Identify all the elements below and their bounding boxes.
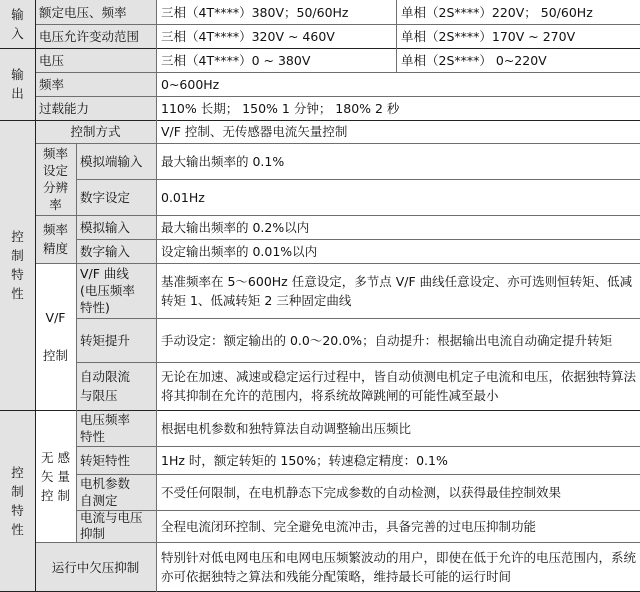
control2-section-label: 控 制 特 性 [0,410,35,592]
overload-value: 110% 长期； 150% 1 分钟； 180% 2 秒 [156,96,640,120]
suppression-value: 全程电流闭环控制、完全避免电流冲击，具备完善的过电压抑制功能 [156,510,640,542]
vf-curve-label: V/F 曲线 (电压频率 特性) [76,263,156,318]
vf-curve-value: 基准频率在 5～600Hz 任意设定，多节点 V/F 曲线任意设定、亦可选则恒转矩、低减转矩 1、低减转矩 2 三种固定曲线 [156,263,640,318]
freq-accuracy-digital-label: 数字输入 [76,239,156,263]
sensorless-vector-label: 无 感 矢 量 控 制 [35,410,76,542]
auto-limit-value: 无论在加速、减速或稳定运行过程中，皆自动侦测电机定子电流和电压，依据独特算法将其抑制在允许的范围内，将系统故障跳闸的可能性减至最小 [156,362,640,410]
grid-line [76,318,640,319]
freq-accuracy-label: 频率 精度 [35,215,76,263]
overload-label: 过载能力 [35,96,156,120]
input-section-label: 输 入 [0,0,35,48]
rated-three-phase-value: 三相（4T****）380V；50/60Hz [156,0,396,24]
undervoltage-label: 运行中欠压抑制 [35,542,156,592]
freq-resolution-analog-label: 模拟端输入 [76,143,156,179]
allowed-single-phase-value: 单相（2S****）170V ~ 270V [396,24,640,48]
self-tune-value: 不受任何限制，在电机静态下完成参数的自动检测，以获得最佳控制效果 [156,474,640,510]
grid-line [35,263,640,264]
grid-line [35,0,36,592]
freq-resolution-analog-value: 最大输出频率的 0.1% [156,143,640,179]
output-frequency-label: 频率 [35,72,156,96]
grid-line [35,542,640,543]
grid-line [35,96,640,97]
output-three-phase-value: 三相（4T****）0 ~ 380V [156,48,396,72]
grid-line [76,239,640,240]
grid-line [76,446,640,447]
freq-resolution-digital-value: 0.01Hz [156,179,640,215]
auto-limit-label: 自动限流 与限压 [76,362,156,410]
grid-line [0,410,640,411]
sensorless-torque-value: 1Hz 时，额定转矩的 150%；转速稳定精度：0.1% [156,446,640,474]
torque-boost-value: 手动设定：额定输出的 0.0～20.0%；自动提升：根据输出电流自动确定提升转矩 [156,318,640,362]
grid-line [156,0,157,592]
freq-accuracy-analog-value: 最大输出频率的 0.2%以内 [156,215,640,239]
rated-single-phase-value: 单相（2S****）220V； 50/60Hz [396,0,640,24]
grid-line [0,120,640,121]
sensorless-vf-label: 电压频率 特性 [76,410,156,446]
grid-line [0,48,640,49]
grid-line [76,179,640,180]
sensorless-torque-label: 转矩特性 [76,446,156,474]
grid-line [396,0,397,72]
grid-line [35,215,640,216]
output-single-phase-value: 单相（2S****） 0~220V [396,48,640,72]
output-voltage-label: 电压 [35,48,156,72]
allowed-three-phase-value: 三相（4T****）320V ~ 460V [156,24,396,48]
suppression-label: 电流与电压 抑制 [76,510,156,542]
freq-resolution-label: 频率 设定 分辨 率 [35,143,76,215]
grid-line [35,143,640,144]
rated-voltage-label: 额定电压、频率 [35,0,156,24]
control-section-label: 控 制 特 性 [0,120,35,410]
sensorless-vf-value: 根据电机参数和独特算法自动调整输出压频比 [156,410,640,446]
grid-line [76,474,640,475]
output-frequency-value: 0~600Hz [156,72,640,96]
grid-line [76,143,77,542]
grid-line [35,72,640,73]
control-method-label: 控制方式 [35,120,156,143]
control-method-value: V/F 控制、无传感器电流矢量控制 [156,120,640,143]
grid-line [76,510,640,511]
output-section-label: 输 出 [0,48,35,120]
torque-boost-label: 转矩提升 [76,318,156,362]
allowed-range-label: 电压允许变动范围 [35,24,156,48]
undervoltage-value: 特别针对低电网电压和电网电压频繁波动的用户，即使在低于允许的电压范围内，系统亦可依据独特之算法和残能分配策略，维持最长可能的运行时间 [156,542,640,592]
grid-line [76,362,640,363]
grid-line [35,24,640,25]
freq-accuracy-analog-label: 模拟输入 [76,215,156,239]
freq-resolution-digital-label: 数字设定 [76,179,156,215]
vf-control-label: V/F 控制 [35,263,76,410]
self-tune-label: 电机参数 自测定 [76,474,156,510]
freq-accuracy-digital-value: 设定输出频率的 0.01%以内 [156,239,640,263]
